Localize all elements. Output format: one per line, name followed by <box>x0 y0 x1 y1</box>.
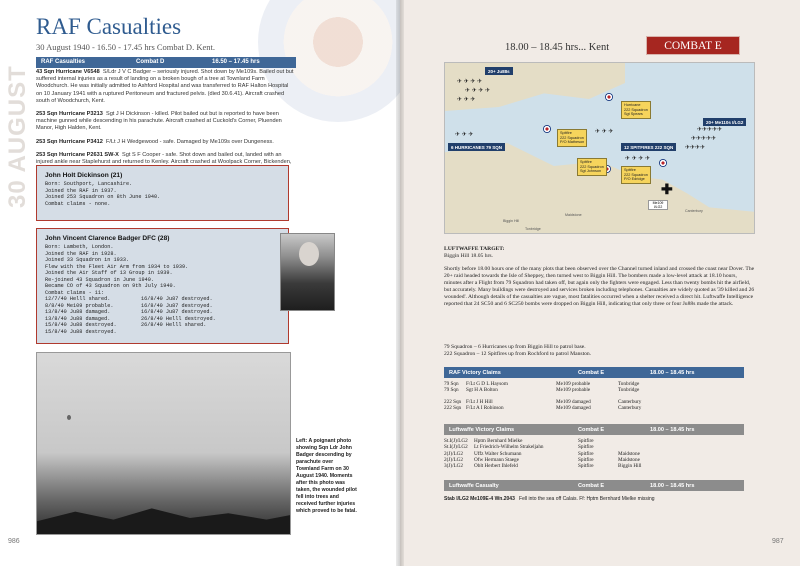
roundel-icon <box>543 125 551 133</box>
squadron-line: 222 Squadron – 12 Spitfires up from Rochford to patrol Manston. <box>444 351 592 357</box>
cell: Maidstone <box>618 450 640 457</box>
casualty-unit: Stab I/LG2 Me109E-4 Wn.2043 <box>444 496 515 502</box>
tag-line: 222 Squadron <box>580 164 604 169</box>
cell: Me109 probable <box>556 387 591 394</box>
header-combat: Combat E <box>578 369 605 376</box>
table-row <box>444 405 744 411</box>
cell: Spitfire <box>578 450 594 457</box>
map-tag <box>577 158 607 176</box>
raf-claims-header <box>444 367 744 378</box>
map-land-south <box>445 143 755 234</box>
cell: 2(J)/LG2 <box>444 450 464 457</box>
cell: Lt Friedrich-Wilhelm Strakeljahn <box>474 444 544 451</box>
tag-line: Spitfire <box>624 168 636 172</box>
plane-icon: ✈ ✈ ✈ ✈ <box>465 88 491 94</box>
header-combat: Combat E <box>578 426 605 433</box>
raf-casualties-bar <box>36 57 296 68</box>
parachute-photo <box>36 352 291 535</box>
tag-line: 222 Squadron <box>560 135 584 140</box>
combat-narrative: Shortly before 18.00 hours one of the many plots that been observed over the Channel turned inland and crossed the coast near Dover. The 20+ raid headed towards the Isle of Sheppey, then turned west to Biggin Hill. The bombers made a low-level attack at 18.10 hours, minutes after a Flight from 79 Squadron had taken off, but again only the fighters were engaged. Less than twenty bombs hit the airfield, but accurately. Many buildings were destroyed and services broken including telephones. Casualties are widely quoted as '39 killed and 26 wounded'. Although details of the casualties are vague, most fatalities occurred when a shelter received a direct hit. Luftwaffe Intelligence reported that 24 SC50 and 6 SC250 bombs were dropped on Biggin Hill, indicating that only three or four Ju88s made the attack. <box>444 266 755 308</box>
bio-line: Joined 33 Squadron in 1933. <box>45 257 130 263</box>
bio-line: Joined the RAF in 1928. <box>45 250 117 257</box>
cell: Spitfire <box>578 463 594 470</box>
cell: Uffz Walter Schumann <box>474 450 522 457</box>
bar-label: RAF Casualties <box>41 59 86 65</box>
lw-claims-rows <box>444 438 744 469</box>
tag-line: Me109 <box>652 201 664 205</box>
tag-line: 222 Squadron <box>624 172 648 177</box>
casualty-unit: 253 Sqn Hurricane P3213 <box>36 111 103 118</box>
casualty-text: Sgt S F Cooper - safe. Shot down and bailed out, landed with an injured ankle near Staplehurst and returned to Kenley. Aircraft crashed at Woolpack Corner, Bickenden, <box>36 151 292 166</box>
claim: 13/8/40 Ju88 damaged. <box>45 315 111 322</box>
target-value: Biggin Hill 18.05 hrs. <box>444 253 493 259</box>
cell: 222 Sqn <box>444 398 462 405</box>
tag-line: P/O Matheson <box>560 140 585 144</box>
cell: Tonbridge <box>618 387 640 394</box>
portrait-photo <box>280 233 335 311</box>
header-time: 18.00 – 18.45 hrs <box>650 426 695 433</box>
casualty-entry <box>36 139 296 146</box>
page-number-left: 986 <box>8 538 20 545</box>
casualty-text: S/Ldr J V C Badger – seriously injured. Shot down by Me109s. Bailed out but suffered internal injuries as a result of landing on a broken bough of a tree at Townland Farm Woodchurch. He was initially admitted to Ashford Hospital and was transferred to RAF Halton Hospital on 10 January 1941 with a ruptured Peritoneum and fractured pelvis. (died 30.6.41). Aircraft crashed south of Woodchurch, Kent. <box>36 69 294 104</box>
tag-line: Hurricane <box>624 103 641 107</box>
map-town: Canterbury <box>685 209 703 213</box>
claim: 12/7/40 Helll shared. <box>45 296 111 302</box>
parachute-mark <box>67 415 71 420</box>
cell: Me109 probable <box>556 381 591 387</box>
tag-line: Spitfire <box>560 131 572 135</box>
right-page <box>400 0 800 566</box>
claim: 16/8/40 Ju87 destroyed. <box>141 309 213 315</box>
claim: 8/8/40 Me109 probable. <box>45 302 114 309</box>
map-tag <box>621 101 651 119</box>
page-title: RAF Casualties <box>36 14 182 39</box>
page-subtitle: 30 August 1940 - 16.50 - 17.45 hrs Combat D. Kent. <box>36 42 215 52</box>
tag-line: I/LG2 <box>653 205 663 210</box>
claim: 15/8/40 Ju88 destroyed. <box>45 322 117 328</box>
map-town: Maidstone <box>565 213 582 217</box>
plane-icon: ✈ ✈ ✈ ✈ <box>625 156 651 162</box>
bio-name: John Vincent Clarence Badger DFC (28) <box>45 235 170 242</box>
raf-claims-rows <box>444 381 744 411</box>
map-label-ju88: 20+ Ju88s <box>485 67 513 75</box>
tag-line: Spitfire <box>580 160 592 164</box>
cell: 79 Sqn <box>444 387 459 394</box>
claim: 16/8/40 Ju87 destroyed. <box>141 302 213 309</box>
bar-combat: Combat D <box>136 59 165 65</box>
plane-icon: ✈ ✈ ✈ <box>457 97 476 103</box>
roundel-icon <box>659 159 667 167</box>
bio-line: Born: Southport, Lancashire. <box>45 181 133 187</box>
casualty-list <box>36 69 296 179</box>
tag-line: Sgt Spears <box>624 112 643 116</box>
cell: 3(J)/LG2 <box>444 463 464 470</box>
casualty-text: F/Lt J H Wedgewood - safe. Damaged by Me109s over Dungeness. <box>105 138 274 145</box>
header-label: Luftwaffe Casualty <box>449 482 499 489</box>
table-row <box>444 387 744 393</box>
target-label: LUFTWAFFE TARGET: <box>444 246 505 252</box>
map-label-me109 <box>648 200 668 210</box>
map-tag <box>621 166 651 184</box>
cell: Spitfire <box>578 456 594 463</box>
casualty-unit: 253 Sqn Hurricane P2631 SW-X <box>36 151 119 158</box>
tag-line: Sgt Johnson <box>580 169 602 173</box>
bio-line: Combat claims - 11: <box>45 289 105 296</box>
claim <box>141 329 251 336</box>
casualty-text: Sgt J H Dickinson - killed. Pilot bailed out but is reported to have been machine gunned while descending in his parachute. Aircraft crashed at Cuckold's Corner, Pluenden Manor, High Halden, Kent. <box>36 111 282 132</box>
header-label: Luftwaffe Victory Claims <box>449 426 515 433</box>
plane-icon: ✈ ✈ ✈ <box>455 132 474 138</box>
casualty-entry <box>36 111 296 133</box>
cell: Spitfire <box>578 438 594 444</box>
photo-caption: Left: A poignant photo showing Sqn Ldr John Badger descending by parachute over Townland Farm on 30 August 1940. Moments after this photo was taken, the wounded pilot fell into trees and received further injuries which proved to be fatal. <box>296 438 357 514</box>
combat-badge: COMBAT E <box>646 36 740 55</box>
cell: Hptm Bernhard Mielke <box>474 438 523 444</box>
cell: St.I(J)/LG2 <box>444 444 468 451</box>
page-number-right: 987 <box>772 538 784 545</box>
bio-line: Joined the RAF in 1937. <box>45 187 117 194</box>
plane-icon: ✈✈✈✈✈ <box>691 136 717 142</box>
bio-line: Re-joined 43 Squadron in June 1940. <box>45 276 154 283</box>
cell: Biggin Hill <box>618 463 642 470</box>
cell: St.I(J)/LG2 <box>444 438 468 444</box>
claim: 16/8/40 Ju87 destroyed. <box>141 296 213 302</box>
cross-icon: ✚ <box>661 181 673 197</box>
cell: Oblt Herbert Ihlefeld <box>474 463 518 470</box>
cell: Spitfire <box>578 444 594 451</box>
page-gutter <box>396 0 404 566</box>
claim: 26/8/40 Helll destroyed. <box>141 315 216 322</box>
combat-map <box>444 62 755 234</box>
bio-line: Became CO of 43 Squadron on 9th July 1940. <box>45 283 176 289</box>
bio-line: Born: Lambeth, London. <box>45 244 114 250</box>
spine-date: 30 AUGUST <box>4 65 31 208</box>
claim: 26/8/40 Helll shared. <box>141 322 207 328</box>
squadron-line: 79 Squadron – 6 Hurricanes up from Biggin Hill to patrol base. <box>444 344 586 350</box>
casualty-text: Fell into the sea off Calais. Ff: Hptm Bernhard Mielke missing <box>519 496 655 502</box>
cell: F/Lt A I Robinson <box>466 404 504 411</box>
lw-claims-header <box>444 424 744 435</box>
cell: Me109 damaged <box>556 404 591 411</box>
claims-grid <box>45 296 280 335</box>
combat-heading: 18.00 – 18.45 hrs... Kent <box>505 42 610 53</box>
cell: 222 Sqn <box>444 404 462 411</box>
tag-line: P/O Edridge <box>624 177 645 181</box>
plane-icon: ✈✈✈✈ <box>685 145 706 151</box>
cell: Sgt H A Bolton <box>466 387 498 394</box>
casualty-unit: 253 Sqn Hurricane P3412 <box>36 138 103 145</box>
cell: Maidstone <box>618 456 640 463</box>
claim: 13/8/40 Ju88 damaged. <box>45 309 111 315</box>
cell: Tonbridge <box>618 381 640 387</box>
bio-name: John Holt Dickinson (21) <box>45 172 123 179</box>
map-tag <box>557 129 587 147</box>
plane-icon: ✈ ✈ ✈ <box>595 129 614 135</box>
bio-line: Combat claims - none. <box>45 200 111 207</box>
bio-line: Joined the Air Staff of 13 Group in 1939. <box>45 270 173 276</box>
header-combat: Combat E <box>578 482 605 489</box>
casualty-unit: 43 Sqn Hurricane V6548 <box>36 69 100 75</box>
bio-line: Joined 253 Squadron on 8th June 1940. <box>45 194 161 200</box>
claim: 15/8/40 Ju88 destroyed. <box>45 328 117 335</box>
casualty-entry <box>36 69 296 105</box>
header-label: RAF Victory Claims <box>449 369 501 376</box>
bar-time: 16.50 – 17.45 hrs <box>212 59 260 65</box>
table-row <box>444 463 744 469</box>
lw-casualty-row <box>444 496 744 502</box>
cell: F/Lt J H Hill <box>466 398 493 405</box>
map-label-79sqn: 6 HURRICANES 79 SQN <box>448 143 505 151</box>
map-label-me110: 20+ Me110s I/LG2 <box>703 118 746 126</box>
bio-dickinson <box>36 165 289 221</box>
lw-casualty-header <box>444 480 744 491</box>
plane-icon: ✈ ✈ ✈ ✈ <box>457 79 483 85</box>
cell: 2(J)/LG2 <box>444 456 464 463</box>
cell: Me109 damaged <box>556 398 591 405</box>
header-time: 18.00 – 18.45 hrs <box>650 369 695 376</box>
map-label-222sqn: 12 SPITFIRES 222 SQN <box>621 143 676 151</box>
portrait-head <box>299 242 319 266</box>
header-time: 18.00 – 18.45 hrs <box>650 482 695 489</box>
cell: Ofw Hermann Staege <box>474 456 519 463</box>
map-town: Tonbridge <box>525 227 541 231</box>
tag-line: 222 Squadron <box>624 107 648 112</box>
cell: Canterbury <box>618 398 642 405</box>
roundel-icon <box>605 93 613 101</box>
tree-line <box>37 502 291 534</box>
plane-icon: ✈✈✈✈✈ <box>697 127 723 133</box>
bio-line: Flew with the Fleet Air Arm from 1934 to 1939. <box>45 263 189 270</box>
cell: 79 Sqn <box>444 381 459 387</box>
cell: F/Lt G D L Haysom <box>466 381 508 387</box>
bio-badger <box>36 228 289 344</box>
map-town: Biggin Hill <box>503 219 519 223</box>
cell: Canterbury <box>618 404 642 411</box>
